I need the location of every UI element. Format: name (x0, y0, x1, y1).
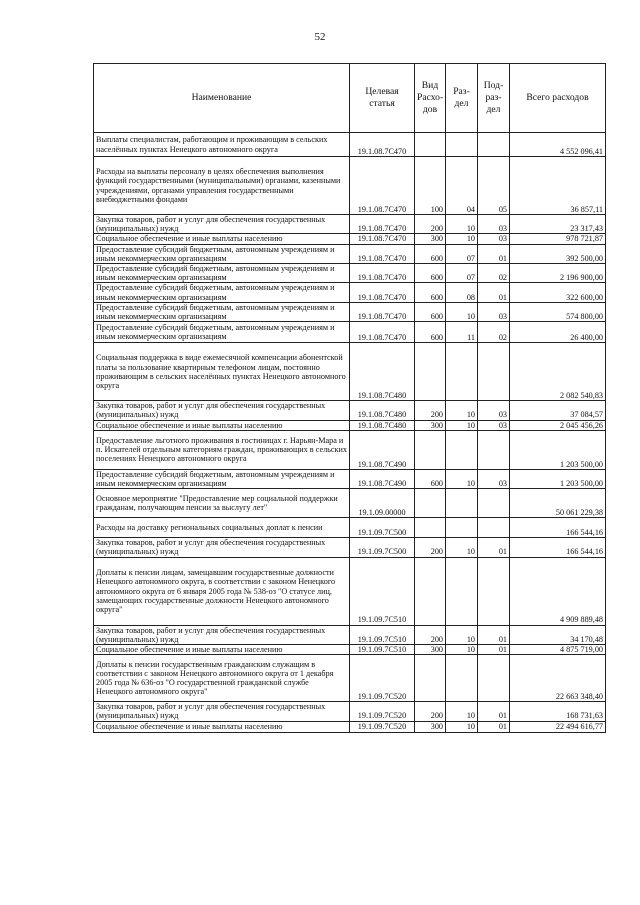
table-row (94, 264, 606, 283)
row-razdel: 10 (446, 234, 478, 244)
row-target: 19.1.08.7С470 (350, 133, 415, 157)
row-razdel: 10 (446, 625, 478, 644)
table-row (94, 489, 606, 518)
row-total: 166 544,16 (510, 538, 606, 557)
row-vid (415, 133, 446, 157)
row-podrazdel (478, 133, 510, 157)
row-total: 37 084,57 (510, 401, 606, 420)
row-name: Закупка товаров, работ и услуг для обеспечения государственных (муниципальных) нужд (94, 702, 350, 721)
row-podrazdel: 03 (478, 401, 510, 420)
row-podrazdel: 01 (478, 283, 510, 302)
row-podrazdel: 01 (478, 702, 510, 721)
row-razdel: 07 (446, 244, 478, 263)
budget-table (93, 63, 606, 733)
row-podrazdel: 05 (478, 157, 510, 215)
header-podrazdel: Под-раз-дел (478, 64, 510, 133)
row-name: Социальное обеспечение и иные выплаты населению (94, 721, 350, 732)
row-target: 19.1.08.7С480 (350, 420, 415, 430)
row-vid: 600 (415, 302, 446, 321)
row-podrazdel: 01 (478, 625, 510, 644)
row-razdel: 10 (446, 420, 478, 430)
row-podrazdel: 01 (478, 721, 510, 732)
table-row (94, 721, 606, 732)
row-target: 19.1.08.7С470 (350, 302, 415, 321)
header-total: Всего расходов (510, 64, 606, 133)
table-row (94, 244, 606, 263)
row-vid (415, 343, 446, 401)
table-row (94, 557, 606, 625)
table-row (94, 157, 606, 215)
row-vid: 100 (415, 157, 446, 215)
row-vid (415, 489, 446, 518)
row-podrazdel: 01 (478, 645, 510, 655)
row-total: 22 494 616,77 (510, 721, 606, 732)
row-name: Закупка товаров, работ и услуг для обеспечения государственных (муниципальных) нужд (94, 625, 350, 644)
header-vid: Вид Расхо-дов (415, 64, 446, 133)
row-vid: 600 (415, 283, 446, 302)
row-target: 19.1.08.7С470 (350, 244, 415, 263)
row-total: 574 800,00 (510, 302, 606, 321)
row-podrazdel (478, 655, 510, 702)
row-razdel: 04 (446, 157, 478, 215)
table-row (94, 234, 606, 244)
row-vid: 600 (415, 469, 446, 488)
row-podrazdel (478, 489, 510, 518)
row-podrazdel (478, 430, 510, 469)
row-target: 19.1.09.7С520 (350, 721, 415, 732)
row-razdel (446, 518, 478, 538)
row-total: 168 731,63 (510, 702, 606, 721)
row-razdel (446, 430, 478, 469)
row-podrazdel: 03 (478, 302, 510, 321)
row-name: Предоставление субсидий бюджетным, автономным учреждениям и иным некоммерческим организациям (94, 244, 350, 263)
row-name: Расходы на доставку региональных социальных доплат к пенсии (94, 518, 350, 538)
row-vid: 200 (415, 625, 446, 644)
row-razdel (446, 655, 478, 702)
row-total: 2 082 540,83 (510, 343, 606, 401)
row-razdel: 10 (446, 302, 478, 321)
row-vid: 300 (415, 721, 446, 732)
row-total: 4 875 719,00 (510, 645, 606, 655)
row-target: 19.1.08.7С490 (350, 430, 415, 469)
row-name: Предоставление субсидий бюджетным, автономным учреждениям и иным некоммерческим организациям (94, 322, 350, 343)
row-podrazdel: 02 (478, 322, 510, 343)
table-row (94, 469, 606, 488)
row-vid (415, 430, 446, 469)
table-row (94, 322, 606, 343)
header-name: Наименование (94, 64, 350, 133)
row-target: 19.1.08.7С490 (350, 469, 415, 488)
row-vid: 300 (415, 645, 446, 655)
table-row (94, 645, 606, 655)
row-vid: 200 (415, 215, 446, 234)
row-total: 322 600,00 (510, 283, 606, 302)
row-total: 978 721,87 (510, 234, 606, 244)
row-name: Закупка товаров, работ и услуг для обеспечения государственных (муниципальных) нужд (94, 538, 350, 557)
table-row (94, 538, 606, 557)
table-row (94, 655, 606, 702)
row-name: Расходы на выплаты персоналу в целях обеспечения выполнения функций государственными (муниципальными) органами, казенными учреждениями, органами управления государственными внебюджетными фондами (94, 157, 350, 215)
row-razdel: 10 (446, 538, 478, 557)
row-name: Предоставление субсидий бюджетным, автономным учреждениям и иным некоммерческим организациям (94, 469, 350, 488)
row-target: 19.1.08.7С470 (350, 234, 415, 244)
row-podrazdel: 03 (478, 234, 510, 244)
row-total: 23 317,43 (510, 215, 606, 234)
row-name: Социальное обеспечение и иные выплаты населению (94, 420, 350, 430)
row-vid: 600 (415, 264, 446, 283)
row-podrazdel: 01 (478, 244, 510, 263)
row-name: Предоставление субсидий бюджетным, автономным учреждениям и иным некоммерческим организациям (94, 283, 350, 302)
row-podrazdel (478, 518, 510, 538)
row-total: 26 400,00 (510, 322, 606, 343)
row-razdel: 10 (446, 469, 478, 488)
table-row (94, 625, 606, 644)
row-total: 22 663 348,40 (510, 655, 606, 702)
row-razdel: 10 (446, 645, 478, 655)
row-vid: 300 (415, 420, 446, 430)
row-total: 4 909 889,48 (510, 557, 606, 625)
header-razdel: Раз-дел (446, 64, 478, 133)
row-vid (415, 518, 446, 538)
row-name: Основное мероприятие "Предоставление мер социальной поддержки гражданам, получающим пенсии за выслугу лет" (94, 489, 350, 518)
row-target: 19.1.08.7С480 (350, 401, 415, 420)
row-target: 19.1.09.00000 (350, 489, 415, 518)
table-row (94, 518, 606, 538)
row-target: 19.1.09.7С510 (350, 625, 415, 644)
row-target: 19.1.08.7С480 (350, 343, 415, 401)
row-razdel (446, 557, 478, 625)
row-total: 1 203 500,00 (510, 430, 606, 469)
row-target: 19.1.08.7С470 (350, 264, 415, 283)
row-vid: 300 (415, 234, 446, 244)
table-row (94, 343, 606, 401)
row-vid (415, 655, 446, 702)
row-name: Доплаты к пенсии лицам, замещавшим государственные должности Ненецкого автономного округа, в соответствии с законом Ненецкого автономного округа от 6 января 2005 года № 538-оз "О статусе лиц, замещающих государственные должности Ненецкого автономного округа" (94, 557, 350, 625)
row-total: 392 500,00 (510, 244, 606, 263)
row-razdel: 10 (446, 401, 478, 420)
row-vid: 600 (415, 244, 446, 263)
row-razdel: 07 (446, 264, 478, 283)
row-total: 4 552 096,41 (510, 133, 606, 157)
table-row (94, 302, 606, 321)
table-row (94, 133, 606, 157)
row-target: 19.1.09.7С520 (350, 655, 415, 702)
table-row (94, 420, 606, 430)
row-vid (415, 557, 446, 625)
row-razdel: 10 (446, 215, 478, 234)
row-target: 19.1.09.7С510 (350, 645, 415, 655)
row-podrazdel: 03 (478, 215, 510, 234)
row-target: 19.1.09.7С520 (350, 702, 415, 721)
row-total: 2 196 900,00 (510, 264, 606, 283)
table-header-row (94, 64, 606, 133)
table-row (94, 702, 606, 721)
row-target: 19.1.08.7С470 (350, 322, 415, 343)
row-name: Предоставление субсидий бюджетным, автономным учреждениям и иным некоммерческим организациям (94, 302, 350, 321)
row-podrazdel (478, 343, 510, 401)
row-vid: 200 (415, 401, 446, 420)
table-row (94, 430, 606, 469)
row-name: Доплаты к пенсии государственным гражданским служащим в соответствии с законом Ненецкого автономного округа от 1 декабря 2005 года № 636-оз "О государственной гражданской службе Ненецкого автономного округа" (94, 655, 350, 702)
page-number: 52 (314, 31, 326, 43)
table-row (94, 215, 606, 234)
row-podrazdel: 02 (478, 264, 510, 283)
row-razdel: 10 (446, 721, 478, 732)
row-target: 19.1.08.7С470 (350, 215, 415, 234)
row-podrazdel: 03 (478, 469, 510, 488)
row-target: 19.1.09.7С510 (350, 557, 415, 625)
row-razdel (446, 343, 478, 401)
row-razdel (446, 489, 478, 518)
row-target: 19.1.08.7С470 (350, 157, 415, 215)
row-name: Предоставление субсидий бюджетным, автономным учреждениям и иным некоммерческим организациям (94, 264, 350, 283)
row-target: 19.1.09.7С500 (350, 518, 415, 538)
row-razdel: 11 (446, 322, 478, 343)
row-total: 34 170,48 (510, 625, 606, 644)
row-razdel: 10 (446, 702, 478, 721)
row-name: Закупка товаров, работ и услуг для обеспечения государственных (муниципальных) нужд (94, 215, 350, 234)
row-total: 2 045 456,26 (510, 420, 606, 430)
row-vid: 600 (415, 322, 446, 343)
row-razdel (446, 133, 478, 157)
row-vid: 200 (415, 702, 446, 721)
row-razdel: 08 (446, 283, 478, 302)
header-target: Целевая статья (350, 64, 415, 133)
row-vid: 200 (415, 538, 446, 557)
row-name: Социальное обеспечение и иные выплаты населению (94, 234, 350, 244)
row-total: 166 544,16 (510, 518, 606, 538)
row-name: Предоставление льготного проживания в гостиницах г. Нарьян-Мара и п. Искателей отдельным категориям граждан, проживающих в сельских поселениях Ненецкого автономного округа (94, 430, 350, 469)
row-name: Выплаты специалистам, работающим и проживающим в сельских населённых пунктах Ненецкого автономного округа (94, 133, 350, 157)
row-podrazdel (478, 557, 510, 625)
table-row (94, 401, 606, 420)
row-podrazdel: 03 (478, 420, 510, 430)
row-name: Социальное обеспечение и иные выплаты населению (94, 645, 350, 655)
row-name: Закупка товаров, работ и услуг для обеспечения государственных (муниципальных) нужд (94, 401, 350, 420)
table-row (94, 283, 606, 302)
row-total: 36 857,11 (510, 157, 606, 215)
row-target: 19.1.08.7С470 (350, 283, 415, 302)
row-total: 1 203 500,00 (510, 469, 606, 488)
row-name: Социальная поддержка в виде ежемесячной компенсации абонентской платы за пользование квартирным телефоном лицам, постоянно проживающим в сельских населённых пунктах Ненецкого автономного округа (94, 343, 350, 401)
row-total: 50 061 229,38 (510, 489, 606, 518)
row-target: 19.1.09.7С500 (350, 538, 415, 557)
row-podrazdel: 01 (478, 538, 510, 557)
